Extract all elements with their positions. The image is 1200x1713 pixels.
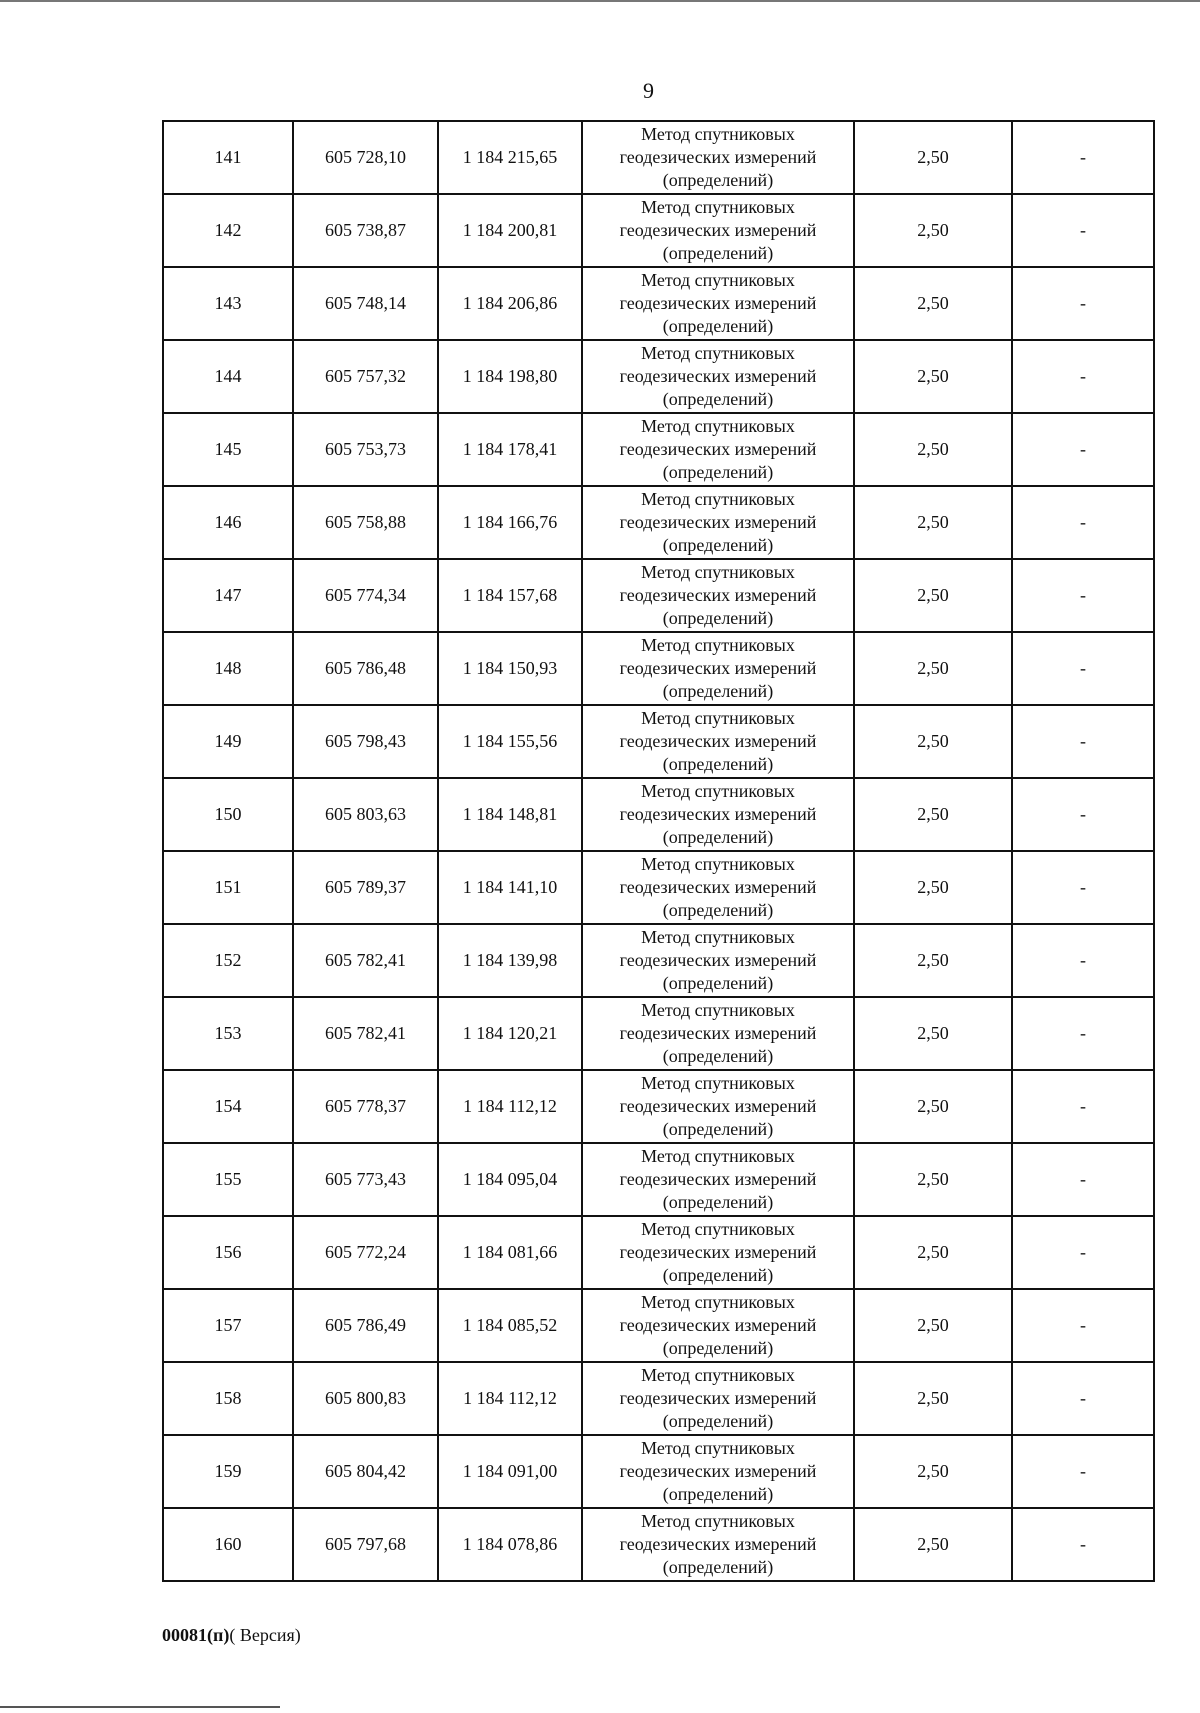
method-line: Метод спутниковых [641,927,795,947]
y-coordinate-cell: 1 184 215,65 [438,121,582,194]
version-label: ( Версия) [229,1625,301,1645]
method-line: (определений) [662,754,774,774]
accuracy-cell: 2,50 [854,924,1012,997]
method-line: (определений) [662,973,774,993]
point-number-cell: 159 [163,1435,293,1508]
point-number-cell: 151 [163,851,293,924]
point-number-cell: 148 [163,632,293,705]
coordinates-table [162,120,1155,1582]
table-row [163,340,1154,413]
accuracy-cell: 2,50 [854,413,1012,486]
description-cell: - [1012,1289,1154,1362]
x-coordinate-cell: 605 797,68 [293,1508,438,1581]
table-row [163,924,1154,997]
method-cell [582,778,854,851]
accuracy-cell: 2,50 [854,194,1012,267]
x-coordinate-cell: 605 782,41 [293,924,438,997]
method-line: Метод спутниковых [641,416,795,436]
table-row [163,1289,1154,1362]
table-row [163,121,1154,194]
method-line: Метод спутниковых [641,124,795,144]
x-coordinate-cell: 605 778,37 [293,1070,438,1143]
method-line: геодезических измерений [619,512,817,532]
method-line: геодезических измерений [619,950,817,970]
y-coordinate-cell: 1 184 120,21 [438,997,582,1070]
method-line: геодезических измерений [619,1388,817,1408]
method-line: Метод спутниковых [641,1146,795,1166]
y-coordinate-cell: 1 184 091,00 [438,1435,582,1508]
method-line: (определений) [662,1119,774,1139]
accuracy-cell: 2,50 [854,1216,1012,1289]
x-coordinate-cell: 605 728,10 [293,121,438,194]
method-line: Метод спутниковых [641,781,795,801]
table-row [163,194,1154,267]
point-number-cell: 157 [163,1289,293,1362]
point-number-cell: 146 [163,486,293,559]
description-cell: - [1012,632,1154,705]
method-cell [582,997,854,1070]
page-number: 9 [643,78,654,103]
document-version [162,1625,301,1646]
method-line: геодезических измерений [619,804,817,824]
method-cell [582,194,854,267]
x-coordinate-cell: 605 786,49 [293,1289,438,1362]
method-line: геодезических измерений [619,220,817,240]
point-number-cell: 150 [163,778,293,851]
description-cell: - [1012,1362,1154,1435]
accuracy-cell: 2,50 [854,121,1012,194]
table-row [163,559,1154,632]
method-cell [582,121,854,194]
y-coordinate-cell: 1 184 166,76 [438,486,582,559]
method-line: геодезических измерений [619,1315,817,1335]
method-line: Метод спутниковых [641,1511,795,1531]
accuracy-cell: 2,50 [854,340,1012,413]
accuracy-cell: 2,50 [854,1289,1012,1362]
method-line: Метод спутниковых [641,343,795,363]
method-line: Метод спутниковых [641,1292,795,1312]
method-line: (определений) [662,900,774,920]
method-line: геодезических измерений [619,293,817,313]
table-row [163,486,1154,559]
method-line: (определений) [662,1192,774,1212]
table-row [163,413,1154,486]
method-line: Метод спутниковых [641,1000,795,1020]
method-cell [582,924,854,997]
accuracy-cell: 2,50 [854,267,1012,340]
table-row [163,1070,1154,1143]
method-line: Метод спутниковых [641,1438,795,1458]
method-cell [582,413,854,486]
method-cell [582,1435,854,1508]
method-cell [582,705,854,778]
method-line: Метод спутниковых [641,197,795,217]
description-cell: - [1012,924,1154,997]
method-line: геодезических измерений [619,439,817,459]
method-line: (определений) [662,1046,774,1066]
y-coordinate-cell: 1 184 157,68 [438,559,582,632]
point-number-cell: 160 [163,1508,293,1581]
accuracy-cell: 2,50 [854,778,1012,851]
method-line: Метод спутниковых [641,1219,795,1239]
method-cell [582,1508,854,1581]
x-coordinate-cell: 605 773,43 [293,1143,438,1216]
point-number-cell: 144 [163,340,293,413]
table-body [163,121,1154,1581]
y-coordinate-cell: 1 184 078,86 [438,1508,582,1581]
method-cell [582,1362,854,1435]
method-line: (определений) [662,827,774,847]
method-cell [582,851,854,924]
method-line: геодезических измерений [619,731,817,751]
accuracy-cell: 2,50 [854,705,1012,778]
method-line: геодезических измерений [619,877,817,897]
table-row [163,1143,1154,1216]
method-line: геодезических измерений [619,366,817,386]
method-line: (определений) [662,462,774,482]
description-cell: - [1012,851,1154,924]
description-cell: - [1012,486,1154,559]
method-cell [582,1143,854,1216]
description-cell: - [1012,778,1154,851]
method-line: (определений) [662,1411,774,1431]
description-cell: - [1012,1070,1154,1143]
method-line: (определений) [662,1338,774,1358]
method-line: Метод спутниковых [641,562,795,582]
x-coordinate-cell: 605 789,37 [293,851,438,924]
method-line: (определений) [662,1484,774,1504]
x-coordinate-cell: 605 804,42 [293,1435,438,1508]
y-coordinate-cell: 1 184 141,10 [438,851,582,924]
y-coordinate-cell: 1 184 081,66 [438,1216,582,1289]
y-coordinate-cell: 1 184 155,56 [438,705,582,778]
scan-edge-top [0,0,1200,2]
description-cell: - [1012,340,1154,413]
table-row [163,1435,1154,1508]
y-coordinate-cell: 1 184 148,81 [438,778,582,851]
method-line: (определений) [662,1265,774,1285]
y-coordinate-cell: 1 184 200,81 [438,194,582,267]
y-coordinate-cell: 1 184 112,12 [438,1362,582,1435]
point-number-cell: 158 [163,1362,293,1435]
method-line: (определений) [662,170,774,190]
point-number-cell: 141 [163,121,293,194]
table-row [163,997,1154,1070]
x-coordinate-cell: 605 758,88 [293,486,438,559]
version-code: 00081(п) [162,1625,230,1645]
method-cell [582,1216,854,1289]
x-coordinate-cell: 605 748,14 [293,267,438,340]
y-coordinate-cell: 1 184 139,98 [438,924,582,997]
point-number-cell: 142 [163,194,293,267]
y-coordinate-cell: 1 184 198,80 [438,340,582,413]
method-line: (определений) [662,243,774,263]
description-cell: - [1012,1216,1154,1289]
method-cell [582,267,854,340]
accuracy-cell: 2,50 [854,851,1012,924]
point-number-cell: 147 [163,559,293,632]
description-cell: - [1012,1143,1154,1216]
accuracy-cell: 2,50 [854,486,1012,559]
point-number-cell: 155 [163,1143,293,1216]
method-line: геодезических измерений [619,147,817,167]
accuracy-cell: 2,50 [854,559,1012,632]
x-coordinate-cell: 605 798,43 [293,705,438,778]
table-row [163,705,1154,778]
method-line: (определений) [662,1557,774,1577]
x-coordinate-cell: 605 753,73 [293,413,438,486]
method-line: Метод спутниковых [641,270,795,290]
y-coordinate-cell: 1 184 112,12 [438,1070,582,1143]
method-line: (определений) [662,535,774,555]
description-cell: - [1012,1508,1154,1581]
method-line: геодезических измерений [619,1534,817,1554]
method-line: Метод спутниковых [641,1073,795,1093]
x-coordinate-cell: 605 774,34 [293,559,438,632]
table-row [163,632,1154,705]
description-cell: - [1012,1435,1154,1508]
table-row [163,778,1154,851]
y-coordinate-cell: 1 184 095,04 [438,1143,582,1216]
x-coordinate-cell: 605 800,83 [293,1362,438,1435]
method-cell [582,1070,854,1143]
description-cell: - [1012,194,1154,267]
accuracy-cell: 2,50 [854,1070,1012,1143]
x-coordinate-cell: 605 757,32 [293,340,438,413]
description-cell: - [1012,267,1154,340]
accuracy-cell: 2,50 [854,997,1012,1070]
point-number-cell: 143 [163,267,293,340]
method-line: Метод спутниковых [641,1365,795,1385]
point-number-cell: 149 [163,705,293,778]
x-coordinate-cell: 605 738,87 [293,194,438,267]
method-line: (определений) [662,389,774,409]
method-cell [582,632,854,705]
table-row [163,1508,1154,1581]
scan-edge-bottom [0,1706,280,1708]
table-row [163,1216,1154,1289]
method-cell [582,340,854,413]
x-coordinate-cell: 605 772,24 [293,1216,438,1289]
method-line: геодезических измерений [619,1023,817,1043]
method-line: геодезических измерений [619,1096,817,1116]
method-line: Метод спутниковых [641,854,795,874]
table-row [163,267,1154,340]
method-cell [582,559,854,632]
y-coordinate-cell: 1 184 150,93 [438,632,582,705]
description-cell: - [1012,121,1154,194]
x-coordinate-cell: 605 803,63 [293,778,438,851]
description-cell: - [1012,705,1154,778]
point-number-cell: 152 [163,924,293,997]
x-coordinate-cell: 605 786,48 [293,632,438,705]
description-cell: - [1012,413,1154,486]
method-line: (определений) [662,316,774,336]
accuracy-cell: 2,50 [854,1362,1012,1435]
method-line: геодезических измерений [619,1169,817,1189]
method-line: геодезических измерений [619,585,817,605]
table-row [163,1362,1154,1435]
point-number-cell: 154 [163,1070,293,1143]
y-coordinate-cell: 1 184 085,52 [438,1289,582,1362]
description-cell: - [1012,559,1154,632]
accuracy-cell: 2,50 [854,1508,1012,1581]
point-number-cell: 156 [163,1216,293,1289]
method-line: Метод спутниковых [641,489,795,509]
method-line: геодезических измерений [619,1242,817,1262]
description-cell: - [1012,997,1154,1070]
method-line: Метод спутниковых [641,708,795,728]
x-coordinate-cell: 605 782,41 [293,997,438,1070]
method-line: Метод спутниковых [641,635,795,655]
y-coordinate-cell: 1 184 206,86 [438,267,582,340]
table-row [163,851,1154,924]
method-line: геодезических измерений [619,658,817,678]
method-line: геодезических измерений [619,1461,817,1481]
method-line: (определений) [662,608,774,628]
method-cell [582,486,854,559]
point-number-cell: 153 [163,997,293,1070]
method-line: (определений) [662,681,774,701]
y-coordinate-cell: 1 184 178,41 [438,413,582,486]
accuracy-cell: 2,50 [854,1143,1012,1216]
accuracy-cell: 2,50 [854,632,1012,705]
method-cell [582,1289,854,1362]
accuracy-cell: 2,50 [854,1435,1012,1508]
point-number-cell: 145 [163,413,293,486]
